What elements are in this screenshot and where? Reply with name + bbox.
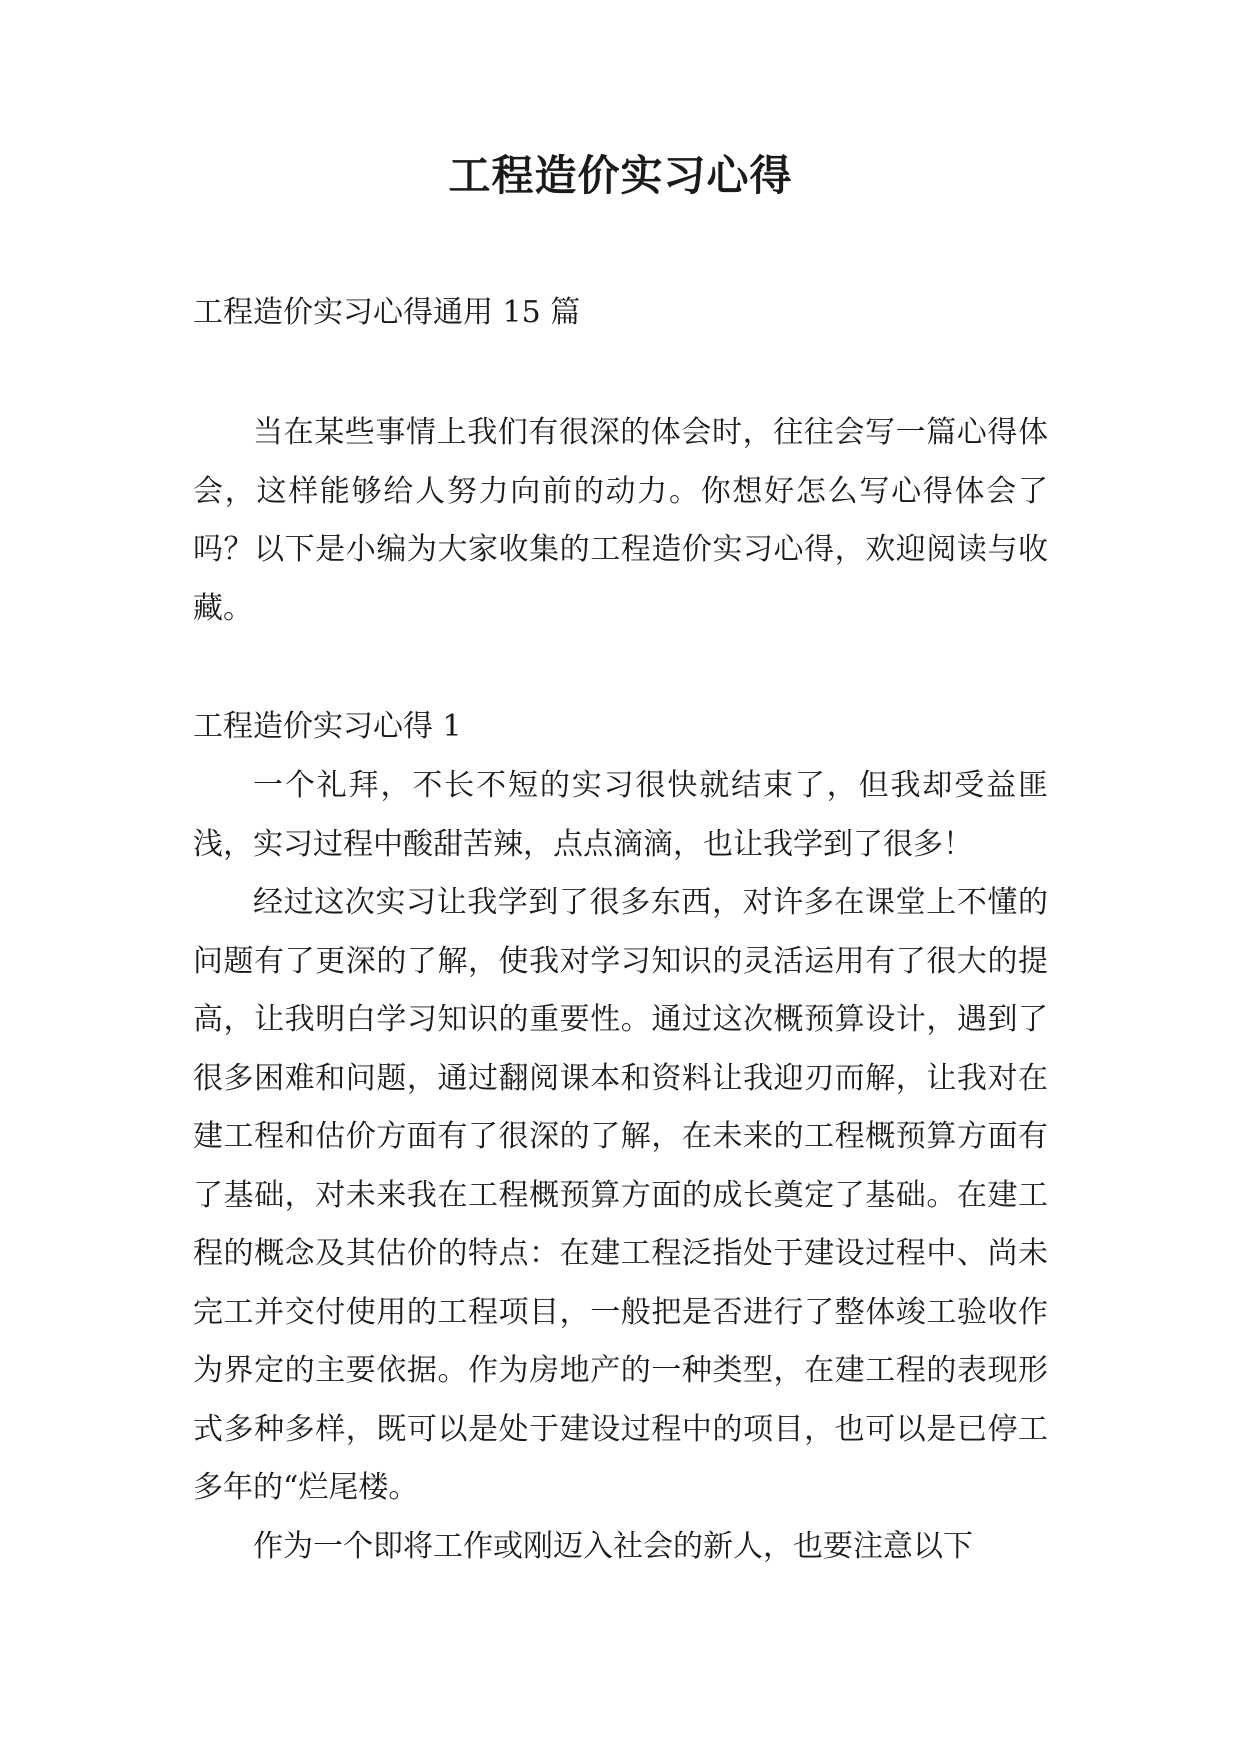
document-title: 工程造价实习心得 (448, 151, 793, 200)
section-heading: 工程造价实习心得 1 (193, 709, 462, 744)
intro-paragraph: 当在某些事情上我们有很深的体会时，往往会写一篇心得体会，这样能够给人努力向前的动力。你想好怎么写心得体会了吗？以下是小编为大家收集的工程造价实习心得，欢迎阅读与收藏。 (193, 415, 1048, 626)
section-body (193, 757, 1048, 1576)
body-paragraph: 经过这次实习让我学到了很多东西，对许多在课堂上不懂的问题有了更深的了解，使我对学习知识的灵活运用有了很大的提高，让我明白学习知识的重要性。通过这次概预算设计，遇到了很多困难和问题，通过翻阅课本和资料让我迎刃而解，让我对在建工程和估价方面有了很深的了解，在未来的工程概预算方面有了基础，对未来我在工程概预算方面的成长奠定了基础。在建工程的概念及其估价的特点：在建工程泛指处于建设过程中、尚未完工并交付使用的工程项目，一般把是否进行了整体竣工验收作为界定的主要依据。作为房地产的一种类型，在建工程的表现形式多种多样，既可以是处于建设过程中的项目，也可以是已停工多年的“烂尾楼。 (193, 885, 1048, 1505)
body-paragraph: 作为一个即将工作或刚迈入社会的新人，也要注意以下 (253, 1528, 973, 1564)
document-subtitle: 工程造价实习心得通用 15 篇 (193, 295, 581, 330)
body-paragraph: 一个礼拜，不长不短的实习很快就结束了，但我却受益匪浅，实习过程中酸甜苦辣，点点滴滴，也让我学到了很多！ (193, 768, 1048, 862)
